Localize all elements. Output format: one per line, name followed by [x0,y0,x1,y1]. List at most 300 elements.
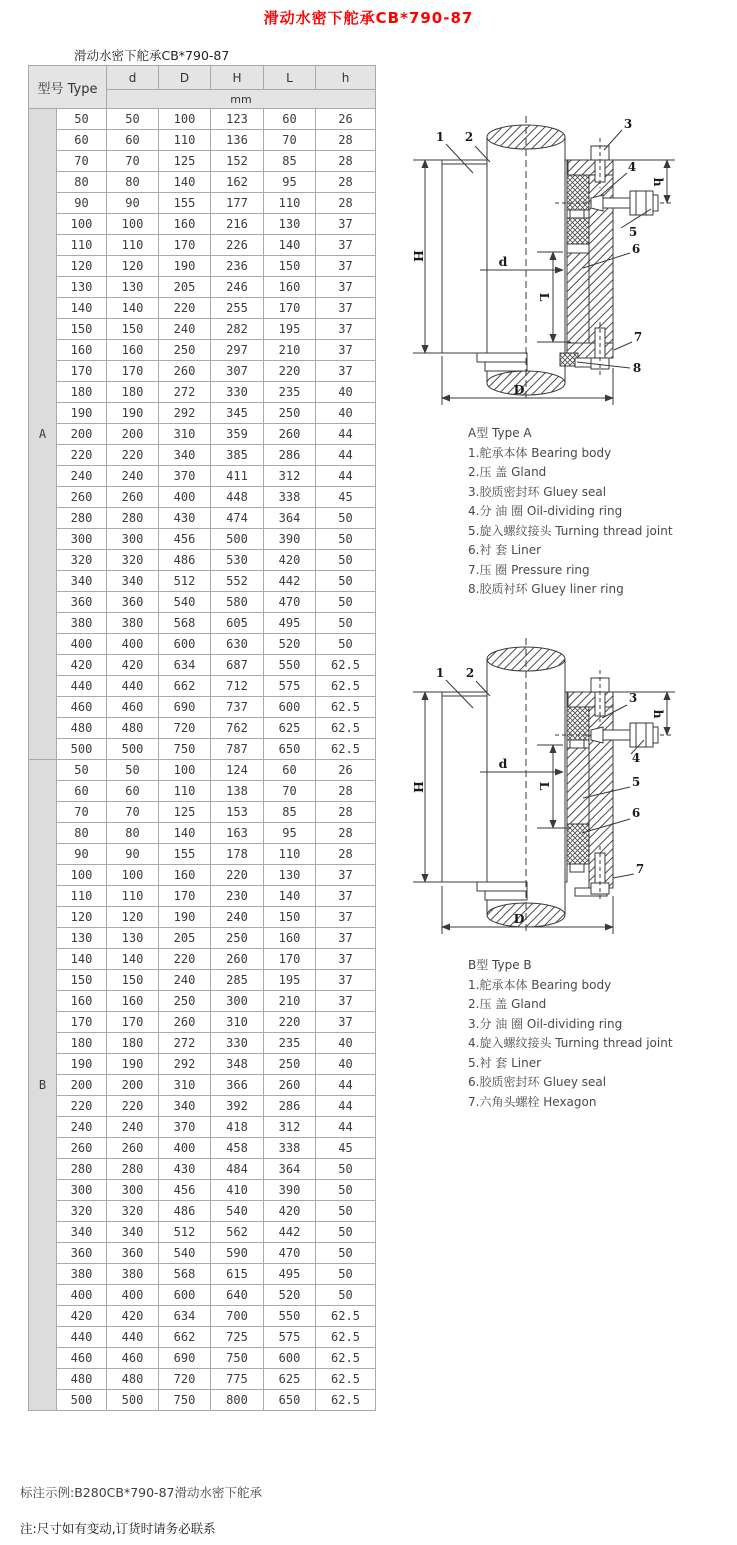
cell: 366 [211,1075,264,1096]
table-row [29,319,376,340]
cell: 110 [57,886,107,907]
cell: 28 [316,823,376,844]
cell: 180 [107,382,159,403]
cell: 725 [211,1327,264,1348]
cell: 44 [316,424,376,445]
cell: 500 [107,739,159,760]
cell: 512 [159,1222,211,1243]
cell: 360 [57,592,107,613]
cell: 338 [264,487,316,508]
table-row [29,550,376,571]
cell: 260 [159,361,211,382]
cell: 345 [211,403,264,424]
cell: 130 [107,277,159,298]
cell: 37 [316,319,376,340]
table-row [29,718,376,739]
cell: 62.5 [316,739,376,760]
cell: 60 [107,781,159,802]
cell: 37 [316,277,376,298]
cell: 28 [316,802,376,823]
cell: 575 [264,676,316,697]
legend-b-caption: B型 Type B [468,958,532,972]
cell: 160 [107,991,159,1012]
cell: 85 [264,151,316,172]
cell: 123 [211,109,264,130]
cell: 120 [57,256,107,277]
cell: 420 [264,550,316,571]
legend-item: 1.舵承本体 Bearing body [468,977,612,992]
col-header-H: H [211,66,264,90]
cell: 110 [159,781,211,802]
cell: 44 [316,1075,376,1096]
cell: 190 [159,907,211,928]
cell: 250 [159,991,211,1012]
cell: 480 [107,718,159,739]
table-row [29,802,376,823]
cell: 474 [211,508,264,529]
cell: 456 [159,529,211,550]
cell: 442 [264,571,316,592]
cell: 359 [211,424,264,445]
cell: 160 [107,340,159,361]
legend-item: 3.分 油 圈 Oil-dividing ring [468,1016,623,1031]
cell: 320 [57,1201,107,1222]
table-row [29,613,376,634]
cell: 360 [57,1243,107,1264]
cell: 300 [57,529,107,550]
cell: 250 [211,928,264,949]
table-row [29,760,376,781]
cell: 62.5 [316,1369,376,1390]
svg-text:6: 6 [631,242,641,256]
cell: 62.5 [316,676,376,697]
cell: 486 [159,550,211,571]
cell: 62.5 [316,1348,376,1369]
col-header-L: L [264,66,316,90]
cell: 210 [264,340,316,361]
table-row [29,109,376,130]
cell: 370 [159,1117,211,1138]
cell: 37 [316,928,376,949]
cell: 28 [316,781,376,802]
col-header-D: D [159,66,211,90]
table-row [29,1159,376,1180]
table-row [29,907,376,928]
cell: 787 [211,739,264,760]
cell: 240 [57,466,107,487]
cell: 420 [107,655,159,676]
legend-item: 5.衬 套 Liner [468,1055,542,1070]
cell: 280 [107,508,159,529]
cell: 634 [159,655,211,676]
cell: 37 [316,991,376,1012]
cell: 130 [107,928,159,949]
cell: 50 [316,1243,376,1264]
cell: 310 [159,1075,211,1096]
cell: 177 [211,193,264,214]
cell: 640 [211,1285,264,1306]
cell: 120 [57,907,107,928]
cell: 600 [159,634,211,655]
cell: 153 [211,802,264,823]
cell: 37 [316,886,376,907]
cell: 590 [211,1243,264,1264]
cell: 400 [57,634,107,655]
cell: 500 [107,1390,159,1411]
cell: 480 [57,718,107,739]
cell: 440 [107,1327,159,1348]
legend-a-caption: A型 Type A [468,426,532,440]
cell: 136 [211,130,264,151]
cell: 170 [264,298,316,319]
cell: 110 [57,235,107,256]
cell: 50 [316,550,376,571]
cell: 62.5 [316,1306,376,1327]
svg-text:8: 8 [632,361,642,375]
table-row [29,193,376,214]
cell: 260 [211,949,264,970]
cell: 50 [316,634,376,655]
cell: 62.5 [316,697,376,718]
cell: 272 [159,382,211,403]
cell: 420 [264,1201,316,1222]
cell: 250 [264,403,316,424]
table-row [29,340,376,361]
cell: 568 [159,613,211,634]
cell: 650 [264,1390,316,1411]
cell: 44 [316,445,376,466]
cell: 120 [107,907,159,928]
cell: 360 [107,592,159,613]
table-row [29,1222,376,1243]
cell: 312 [264,1117,316,1138]
legend-item: 5.旋入螺纹接头 Turning thread joint [468,523,673,538]
cell: 568 [159,1264,211,1285]
cell: 28 [316,172,376,193]
cell: 160 [264,277,316,298]
cell: 190 [159,256,211,277]
cell: 170 [107,1012,159,1033]
cell: 400 [107,1285,159,1306]
cell: 625 [264,718,316,739]
svg-text:h: h [651,709,666,719]
cell: 170 [159,235,211,256]
cell: 300 [107,1180,159,1201]
section-label: B [29,760,57,1411]
svg-text:1: 1 [435,666,445,680]
cell: 160 [57,991,107,1012]
rudder-stock-a [477,116,565,400]
table-row [29,1096,376,1117]
cell: 630 [211,634,264,655]
cell: 50 [316,508,376,529]
table-row [29,1075,376,1096]
table-row [29,466,376,487]
cell: 140 [159,172,211,193]
cell: 750 [159,739,211,760]
table-row [29,235,376,256]
svg-text:6: 6 [631,806,641,820]
cell: 190 [57,1054,107,1075]
cell: 400 [107,634,159,655]
cell: 40 [316,1054,376,1075]
cell: 100 [107,865,159,886]
legend-item: 2.压 盖 Gland [468,997,547,1011]
cell: 385 [211,445,264,466]
cell: 550 [264,655,316,676]
cell: 40 [316,403,376,424]
svg-text:d: d [498,756,508,771]
svg-text:d: d [498,254,508,269]
cell: 600 [264,1348,316,1369]
cell: 140 [264,886,316,907]
cell: 240 [107,1117,159,1138]
table-row [29,277,376,298]
cell: 50 [316,592,376,613]
cell: 260 [264,424,316,445]
cell: 205 [159,277,211,298]
cell: 28 [316,193,376,214]
cell: 280 [107,1159,159,1180]
type-b-diagram [405,628,737,958]
cell: 220 [159,298,211,319]
cell: 600 [264,697,316,718]
cell: 37 [316,235,376,256]
cell: 160 [264,928,316,949]
cell: 500 [57,739,107,760]
table-row [29,844,376,865]
table-row [29,445,376,466]
cell: 486 [159,1201,211,1222]
legend-a-list [468,444,673,600]
cell: 40 [316,1033,376,1054]
cell: 60 [57,130,107,151]
cell: 70 [57,802,107,823]
cell: 120 [107,256,159,277]
cell: 180 [107,1033,159,1054]
cell: 364 [264,508,316,529]
cell: 540 [159,592,211,613]
cell: 320 [107,550,159,571]
table-row [29,739,376,760]
cell: 37 [316,949,376,970]
cell: 90 [57,844,107,865]
cell: 170 [107,361,159,382]
cell: 80 [57,823,107,844]
cell: 70 [107,151,159,172]
cell: 500 [211,529,264,550]
table-row [29,1012,376,1033]
cell: 750 [159,1390,211,1411]
table-row [29,214,376,235]
table-row [29,1201,376,1222]
cell: 170 [159,886,211,907]
table-row [29,676,376,697]
cell: 260 [264,1075,316,1096]
legend-type-b [468,956,673,1112]
cell: 260 [57,487,107,508]
cell: 62.5 [316,718,376,739]
cell: 155 [159,844,211,865]
cell: 540 [211,1201,264,1222]
cell: 240 [159,319,211,340]
cell: 130 [57,928,107,949]
table-row [29,130,376,151]
cell: 170 [57,361,107,382]
cell: 140 [264,235,316,256]
table-row [29,1390,376,1411]
cell: 50 [316,1201,376,1222]
cell: 272 [159,1033,211,1054]
cell: 190 [107,1054,159,1075]
table-row [29,928,376,949]
cell: 286 [264,1096,316,1117]
cell: 360 [107,1243,159,1264]
cell: 750 [211,1348,264,1369]
cell: 125 [159,151,211,172]
cell: 195 [264,319,316,340]
cell: 348 [211,1054,264,1075]
cell: 720 [159,1369,211,1390]
cell: 37 [316,865,376,886]
cell: 418 [211,1117,264,1138]
cell: 50 [316,1222,376,1243]
svg-text:2: 2 [464,130,474,144]
cell: 220 [57,1096,107,1117]
cell: 200 [107,424,159,445]
cell: 150 [264,907,316,928]
table-row [29,487,376,508]
cell: 50 [57,109,107,130]
cell: 100 [57,865,107,886]
cell: 285 [211,970,264,991]
cell: 37 [316,340,376,361]
cell: 615 [211,1264,264,1285]
cell: 480 [57,1369,107,1390]
cell: 26 [316,109,376,130]
cell: 480 [107,1369,159,1390]
cell: 37 [316,298,376,319]
table-row [29,697,376,718]
cell: 70 [57,151,107,172]
cell: 62.5 [316,1390,376,1411]
cell: 160 [159,865,211,886]
cell: 60 [107,130,159,151]
cell: 37 [316,361,376,382]
type-a-diagram [405,110,737,422]
svg-text:2: 2 [465,666,475,680]
cell: 390 [264,1180,316,1201]
legend-item: 6.胶质密封环 Gluey seal [468,1075,607,1089]
cell: 330 [211,1033,264,1054]
table-row [29,1306,376,1327]
cell: 370 [159,466,211,487]
dimension-H-b [411,692,442,882]
cell: 320 [57,550,107,571]
cell: 307 [211,361,264,382]
cell: 44 [316,466,376,487]
cell: 138 [211,781,264,802]
cell: 712 [211,676,264,697]
cell: 200 [107,1075,159,1096]
cell: 575 [264,1327,316,1348]
cell: 420 [57,655,107,676]
cell: 300 [107,529,159,550]
cell: 380 [57,613,107,634]
cell: 37 [316,214,376,235]
table-row [29,424,376,445]
cell: 150 [57,319,107,340]
cell: 340 [57,1222,107,1243]
cell: 80 [107,823,159,844]
cell: 700 [211,1306,264,1327]
cell: 495 [264,1264,316,1285]
cell: 280 [57,508,107,529]
cell: 50 [107,109,159,130]
cell: 330 [211,382,264,403]
svg-text:4: 4 [631,751,641,765]
cell: 380 [107,613,159,634]
cell: 80 [107,172,159,193]
cell: 442 [264,1222,316,1243]
cell: 340 [107,571,159,592]
cell: 292 [159,403,211,424]
table-row [29,1285,376,1306]
cell: 460 [107,1348,159,1369]
cell: 150 [107,319,159,340]
cell: 44 [316,1096,376,1117]
cell: 282 [211,319,264,340]
cell: 550 [264,1306,316,1327]
table-row [29,529,376,550]
cell: 420 [107,1306,159,1327]
cell: 220 [264,1012,316,1033]
cell: 400 [57,1285,107,1306]
cell: 130 [264,214,316,235]
cell: 45 [316,487,376,508]
cell: 235 [264,1033,316,1054]
cell: 310 [211,1012,264,1033]
cell: 70 [107,802,159,823]
svg-text:D: D [513,382,525,397]
cell: 440 [107,676,159,697]
cell: 720 [159,718,211,739]
cell: 110 [159,130,211,151]
cell: 80 [57,172,107,193]
cell: 180 [57,382,107,403]
cell: 512 [159,571,211,592]
svg-text:H: H [411,250,426,262]
cell: 286 [264,445,316,466]
cell: 70 [264,781,316,802]
legend-item: 7.六角头螺栓 Hexagon [468,1094,597,1109]
table-row [29,151,376,172]
cell: 190 [107,403,159,424]
table-row [29,823,376,844]
cell: 195 [264,970,316,991]
cell: 28 [316,130,376,151]
table-row [29,1348,376,1369]
cell: 411 [211,466,264,487]
cell: 110 [264,193,316,214]
cell: 240 [159,970,211,991]
cell: 37 [316,1012,376,1033]
cell: 240 [107,466,159,487]
cell: 178 [211,844,264,865]
table-row [29,592,376,613]
cell: 737 [211,697,264,718]
cell: 50 [316,571,376,592]
